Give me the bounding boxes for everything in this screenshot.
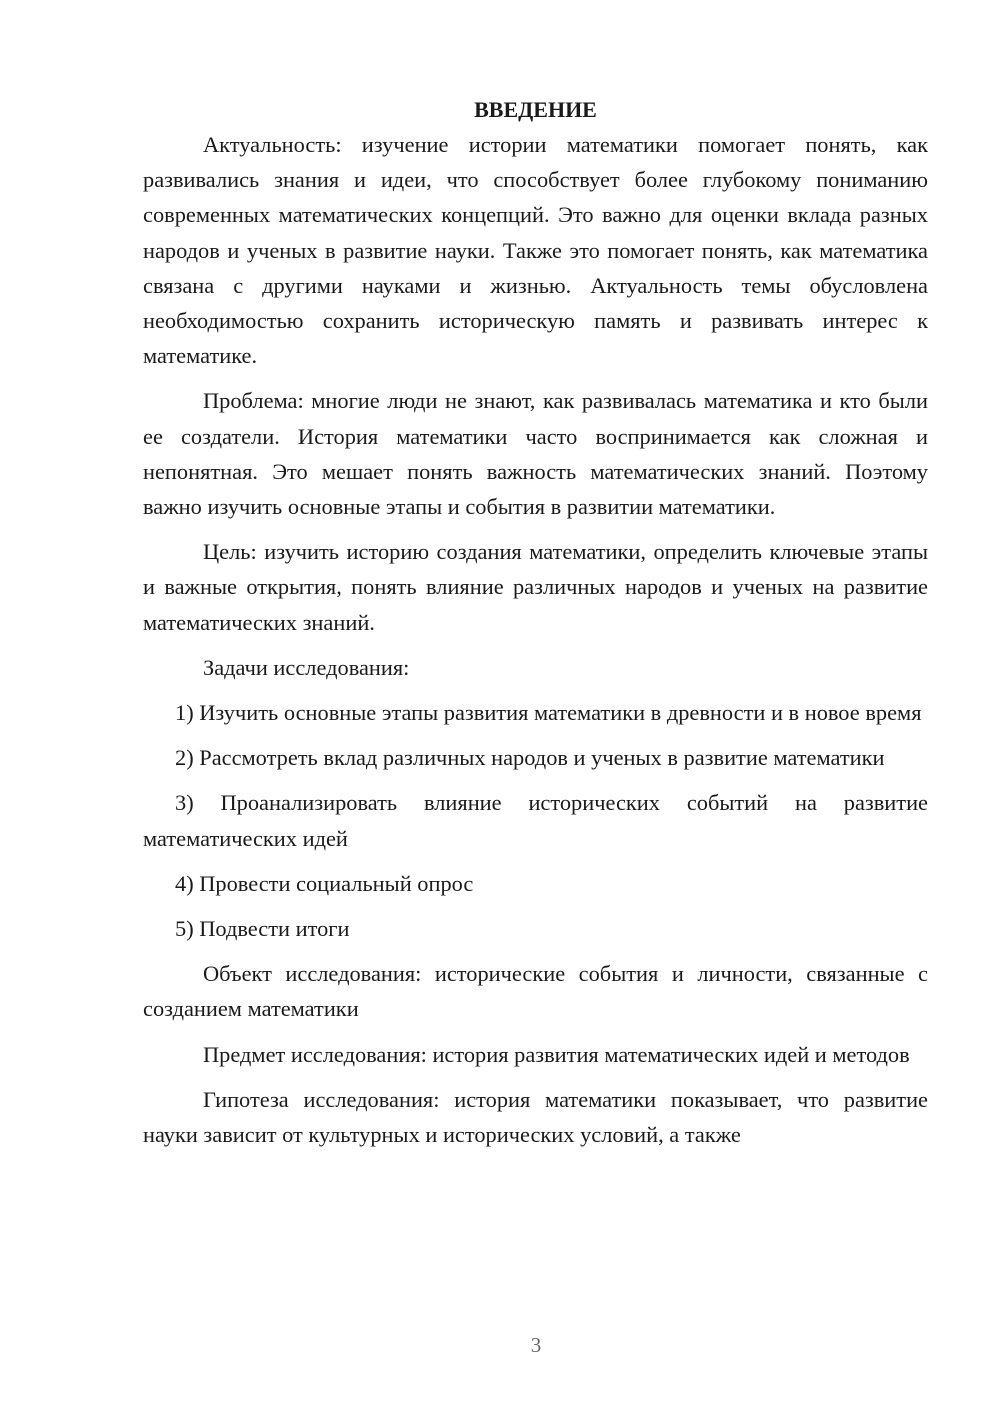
task-item: 5) Подвести итоги (175, 916, 350, 942)
paragraph-relevance: Актуальность: изучение истории математики помогает понять, как развивались знания и идеи, что способствует более глубокому пониманию современных математических концепций. Это важно для оценки вклада разных народов и ученых в развитие науки. Также это помогает понять, как математика связана с другими науками и жизнью. Актуальность темы обусловлена необходимостью сохранить историческую память и развивать интерес к математике. (143, 132, 928, 369)
task-item: 2) Рассмотреть вклад различных народов и ученых в развитие математики (175, 745, 885, 771)
paragraph-problem: Проблема: многие люди не знают, как развивалась математика и кто были ее создатели. История математики часто воспринимается как сложная и непонятная. Это мешает понять важность математических знаний. Поэтому важно изучить основные этапы и события в развитии математики. (143, 388, 928, 520)
paragraph-goal: Цель: изучить историю создания математики, определить ключевые этапы и важные открытия, понять влияние различных народов и ученых на развитие математических знаний. (143, 539, 928, 635)
paragraph-subject: Предмет исследования: история развития математических идей и методов (203, 1041, 910, 1067)
task-item: 3) Проанализировать влияние исторических событий на развитие математических идей (143, 790, 928, 851)
section-title: ВВЕДЕНИЕ (474, 97, 597, 122)
document-page (143, 94, 928, 1162)
page-number: 3 (530, 1333, 542, 1357)
paragraph-object: Объект исследования: исторические события и личности, связанные с созданием математики (143, 961, 928, 1022)
task-item: 4) Провести социальный опрос (175, 870, 474, 896)
paragraph-hypothesis: Гипотеза исследования: история математики показывает, что развитие науки зависит от культурных и исторических условий, а также (143, 1086, 928, 1148)
task-item: 1) Изучить основные этапы развития математики в древности и в новое время (175, 700, 922, 726)
tasks-heading: Задачи исследования: (203, 654, 410, 680)
